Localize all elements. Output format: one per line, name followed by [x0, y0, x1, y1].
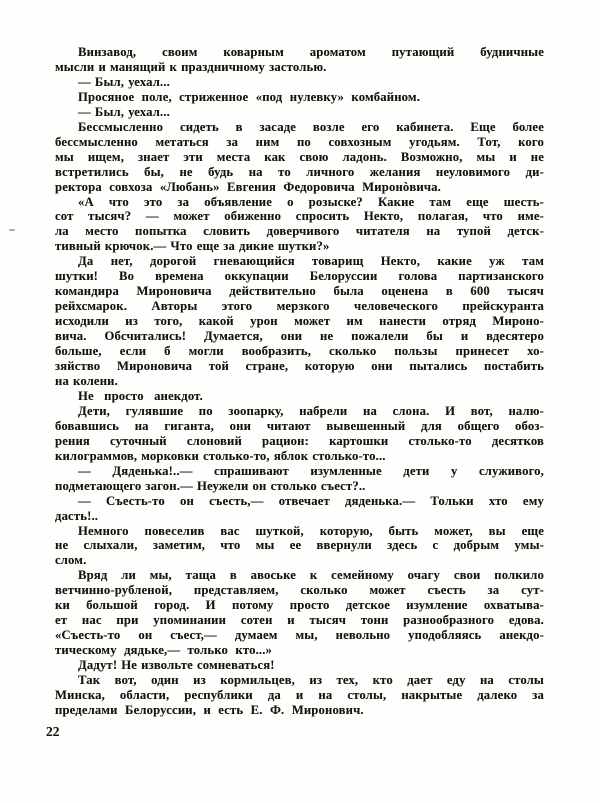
text-line: Винзавод, своим коварным ароматом путающий будничные [78, 45, 544, 59]
text-line: вича. Обсчитались! Думается, они не пожалели бы и вдесятеро [55, 329, 544, 344]
text-line: килограммов, морковки столько-то, яблок столько-то... [55, 448, 386, 463]
text-line: ветчинно-рубленой, представляем, сколько может съесть за сут- [55, 583, 544, 598]
text-line: бовавшись на гиганта, они читают вывешенный для общего обоз- [55, 418, 544, 433]
text-line: рейхсмарок. Авторы этого мерзкого человеческого прейскуранта [55, 299, 544, 314]
text-line: Дадут! Не извольте сомневаться! [78, 658, 275, 673]
text-line: Так вот, один из кормильцев, из тех, кто дает еду на столы [78, 673, 544, 688]
text-line: больше, если б могли вообразить, сколько пользы принесет хо- [55, 344, 544, 359]
text-line: Да нет, дорогой гневающийся товарищ Некто, какие уж там [78, 254, 544, 269]
text-line: подметающего загон.— Неужели он столько съест?.. [55, 478, 366, 493]
text-line: встретились бы, не будь на то личного желания неуловимого ди- [55, 164, 544, 179]
text-line: «А что это за объявление о розыске? Какие там еще шесть- [78, 194, 544, 209]
text-line: зяйство Мироновича той стране, которую они пытались постабить [55, 359, 544, 374]
text-line: шутки! Во времена оккупации Белоруссии голова партизанского [55, 269, 544, 284]
text-line: Минска, области, республики да и на столы, накрытые далеко за [55, 687, 544, 702]
text-line: ла место попытка словить доверчивого читателя на тупой детск- [55, 224, 544, 239]
text-line: мы ищем, знает эти места как свою ладонь. Возможно, мы и не [55, 149, 544, 164]
text-line: рения суточный слоновий рацион: картошки столько-то десятков [55, 433, 544, 448]
text-line: Вряд ли мы, таща в авоське к семейному очагу свои полкило [78, 568, 544, 583]
text-line: тивный крючок.— Что еще за дикие шутки?» [55, 239, 330, 254]
text-line: командира Мироновича действительно была оценена в 600 тысяч [55, 284, 544, 299]
margin-mark [9, 229, 15, 231]
text-line: сот тысяч? — может обиженно спросить Некто, полагая, что име- [55, 209, 544, 224]
text-block [55, 45, 544, 718]
text-line: тическому дядьке,— только кто...» [55, 643, 273, 658]
text-line: Немного повеселив вас шуткой, которую, быть может, вы еще [78, 523, 544, 538]
text-line: Дети, гулявшие по зоопарку, набрели на слона. И вот, налю- [78, 403, 544, 418]
page-number: 22 [46, 724, 60, 739]
text-line: пределами Белоруссии, и есть Е. Ф. Миронович. [55, 702, 364, 717]
text-line: слом. [55, 553, 87, 568]
text-line: дасть!.. [55, 508, 99, 523]
text-line: Бессмысленно сидеть в засаде возле его кабинета. Еще более [78, 119, 544, 134]
text-line: не слыхали, заметим, что мы ее ввернули здесь с добрым умы- [55, 538, 544, 553]
text-line: — Был, уехал... [78, 74, 170, 89]
text-line: бессмысленно метаться за ним по совхозным угодьям. Тот, кого [55, 134, 544, 149]
text-line: Просяное поле, стриженное «под нулевку» комбайном. [78, 89, 421, 104]
text-lines [55, 45, 544, 718]
text-line: «Съесть-то он съест,— думаем мы, невольно уподобляясь анекдо- [55, 628, 544, 643]
text-line: — Дяденька!..— спрашивают изумленные дети у служивого, [78, 463, 544, 478]
text-line: ет нас при упоминании сотен и тысяч тонн разнообразного едова. [55, 613, 544, 628]
text-line: — Съесть-то он съесть,— отвечает дяденька.— Тольки хто ему [78, 493, 544, 508]
text-line: ректора совхоза «Любань» Евгения Федоровича Миронòвича. [55, 179, 441, 194]
text-line: на колени. [55, 373, 118, 388]
text-line: ки большой город. И потому просто детское изумление охватыва- [55, 598, 544, 613]
subheading-line: Не просто анекдот. [78, 388, 203, 403]
text-line: исходили из того, какой урон может им нанести отряд Мироно- [55, 314, 544, 329]
text-line: — Был, уехал... [78, 104, 170, 119]
text-line: мысли и манящий к праздничному застолью. [55, 59, 327, 74]
